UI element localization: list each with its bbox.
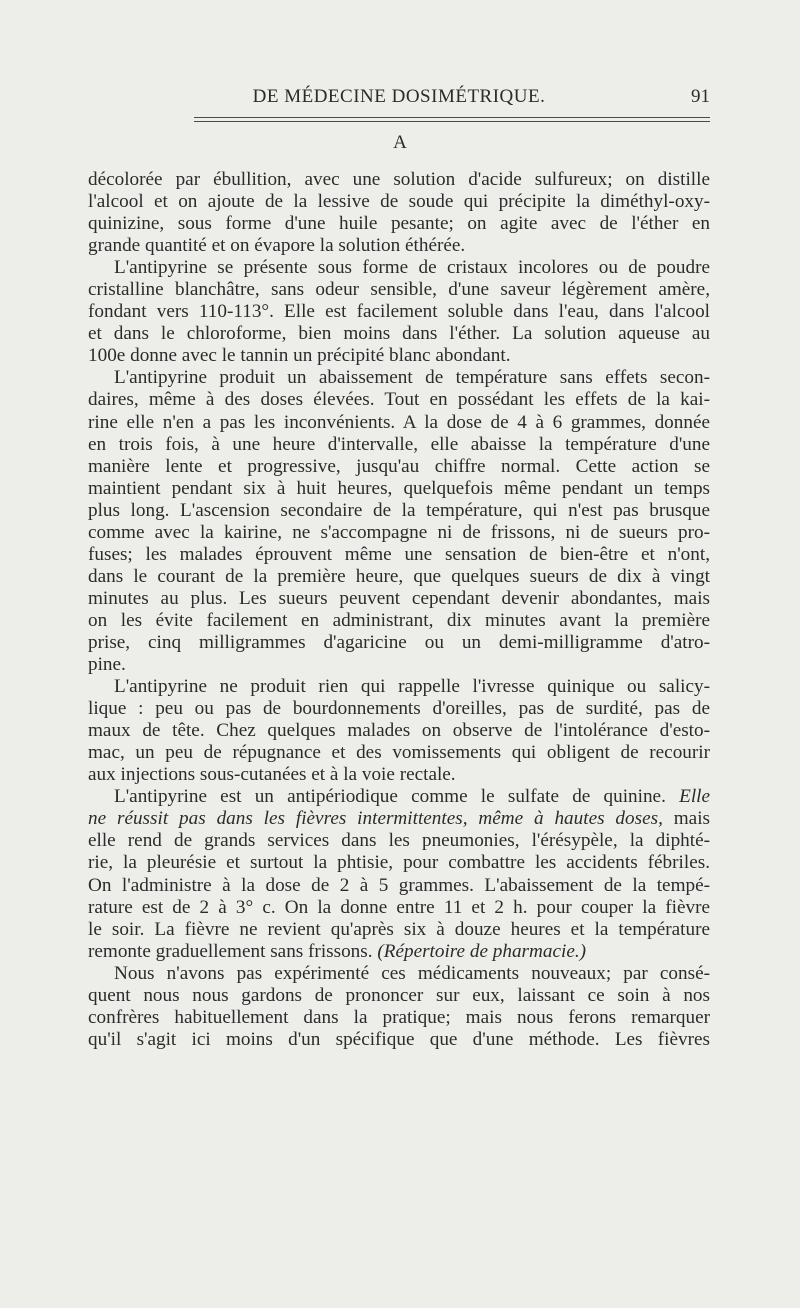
line-text: Nous n'avons pas expérimenté ces médicaments nouveaux; par consé-	[114, 962, 710, 984]
text-line	[88, 610, 710, 632]
line-text: plus long. L'ascension secondaire de la température, qui n'est pas brusque	[88, 499, 710, 521]
line-text: dans le courant de la première heure, que quelques sueurs de dix à vingt	[88, 565, 710, 587]
text-line	[88, 588, 710, 610]
line-text: rine elle n'en a pas les inconvénients. A la dose de 4 à 6 grammes, donnée	[88, 411, 710, 433]
text-line	[88, 257, 710, 279]
line-text: mac, un peu de répugnance et des vomissements qui obligent de recourir	[88, 742, 710, 764]
text-line	[88, 279, 710, 301]
text-line	[88, 345, 710, 367]
line-text: quent nous nous gardons de prononcer sur eux, laissant ce soin à nos	[88, 984, 710, 1006]
text-line	[88, 323, 710, 345]
line-text: qu'il s'agit ici moins d'un spécifique que d'une méthode. Les fièvres	[88, 1028, 710, 1050]
text-line	[88, 1007, 710, 1029]
text-line	[88, 720, 710, 742]
italic-text: Elle	[679, 786, 710, 808]
signature-mark: A	[393, 132, 407, 153]
text-line	[88, 897, 710, 919]
line-text: maux de tête. Chez quelques malades on observe de l'intolérance d'esto-	[88, 720, 710, 742]
running-title: DE MÉDECINE DOSIMÉTRIQUE.	[252, 86, 546, 107]
page-number: 91	[691, 86, 710, 107]
text-line	[88, 654, 710, 676]
text-line	[88, 522, 710, 544]
line-text: mais	[662, 808, 710, 830]
line-text: quinizine, sous forme d'une huile pesante; on agite avec de l'éther en	[88, 213, 710, 235]
text-line	[88, 676, 710, 698]
text-line	[88, 985, 710, 1007]
body-text	[88, 169, 710, 1051]
line-text: pine.	[88, 654, 126, 676]
text-line	[88, 830, 710, 852]
italic-text: ne réussit pas dans les fièvres intermittentes, même à hautes doses,	[88, 808, 663, 830]
line-text: rie, la pleurésie et surtout la phtisie, pour combattre les accidents fébriles.	[88, 852, 710, 874]
text-line	[88, 544, 710, 566]
text-line	[88, 632, 710, 654]
text-line	[88, 478, 710, 500]
running-header	[88, 86, 710, 112]
text-line	[88, 808, 710, 830]
line-text: 100e donne avec le tannin un précipité blanc abondant.	[88, 345, 511, 367]
text-line	[88, 235, 710, 257]
line-text: décolorée par ébullition, avec une solution d'acide sulfureux; on distille	[88, 169, 710, 190]
line-text: le soir. La fièvre ne revient qu'après six à douze heures et la température	[88, 918, 710, 940]
text-line	[88, 1029, 710, 1051]
text-line	[88, 191, 710, 213]
line-text: maintient pendant six à huit heures, quelquefois même pendant un temps	[88, 477, 710, 499]
text-line	[88, 301, 710, 323]
line-text: l'alcool et on ajoute de la lessive de soude qui précipite la diméthyl-oxy-	[88, 191, 710, 213]
line-text: minutes au plus. Les sueurs peuvent cependant devenir abondantes, mais	[88, 587, 710, 609]
text-line	[88, 500, 710, 522]
line-text: confrères habituellement dans la pratique; mais nous ferons remarquer	[88, 1006, 710, 1028]
text-line	[88, 213, 710, 235]
text-line	[88, 367, 710, 389]
text-line	[88, 434, 710, 456]
line-text: L'antipyrine produit un abaissement de température sans effets secon-	[114, 367, 710, 389]
line-text: L'antipyrine est un antipériodique comme le sulfate de quinine.	[114, 786, 666, 808]
text-line	[88, 566, 710, 588]
italic-text: (Répertoire de pharmacie.)	[377, 940, 587, 962]
text-line	[88, 389, 710, 411]
line-text: On l'administre à la dose de 2 à 5 grammes. L'abaissement de la tempé-	[88, 874, 710, 896]
text-line	[88, 941, 710, 963]
header-rule-thin	[194, 121, 710, 122]
text-line	[88, 169, 710, 191]
text-line	[88, 456, 710, 478]
line-text: elle rend de grands services dans les pneumonies, l'érésypèle, la diphté-	[88, 830, 710, 852]
line-text: rature est de 2 à 3° c. On la donne entre 11 et 2 h. pour couper la fièvre	[88, 896, 710, 918]
text-line	[88, 742, 710, 764]
line-text: comme avec la kairine, ne s'accompagne ni de frissons, ni de sueurs pro-	[88, 521, 710, 543]
text-line	[88, 698, 710, 720]
line-text: manière lente et progressive, jusqu'au chiffre normal. Cette action se	[88, 455, 710, 477]
line-text: grande quantité et on évapore la solution éthérée.	[88, 235, 466, 257]
line-text: en trois fois, à une heure d'intervalle, elle abaisse la température d'une	[88, 433, 710, 455]
header-rule	[194, 117, 710, 118]
line-text: L'antipyrine se présente sous forme de cristaux incolores ou de poudre	[114, 257, 710, 279]
line-text: on les évite facilement en administrant, dix minutes avant la première	[88, 609, 710, 631]
line-text: daires, même à des doses élevées. Tout en possédant les effets de la kai-	[88, 389, 710, 411]
line-text: lique : peu ou pas de bourdonnements d'oreilles, pas de surdité, pas de	[88, 698, 710, 720]
text-line	[88, 919, 710, 941]
line-text: prise, cinq milligrammes d'agaricine ou un demi-milligramme d'atro-	[88, 631, 710, 653]
line-text: aux injections sous-cutanées et à la voie rectale.	[88, 764, 456, 786]
line-text: remonte graduellement sans frissons.	[88, 940, 373, 962]
line-text: L'antipyrine ne produit rien qui rappelle l'ivresse quinique ou salicy-	[114, 676, 710, 698]
text-line	[88, 764, 710, 786]
text-line	[88, 963, 710, 985]
text-line	[88, 875, 710, 897]
line-text: fuses; les malades éprouvent même une sensation de bien-être et n'ont,	[88, 543, 710, 565]
text-line	[88, 412, 710, 434]
line-text: fondant vers 110-113°. Elle est facilement soluble dans l'eau, dans l'alcool	[88, 301, 710, 323]
line-text: et dans le chloroforme, bien moins dans l'éther. La solution aqueuse au	[88, 323, 710, 345]
text-line	[88, 786, 710, 808]
text-line	[88, 852, 710, 874]
line-text: cristalline blanchâtre, sans odeur sensible, d'une saveur légèrement amère,	[88, 279, 710, 301]
